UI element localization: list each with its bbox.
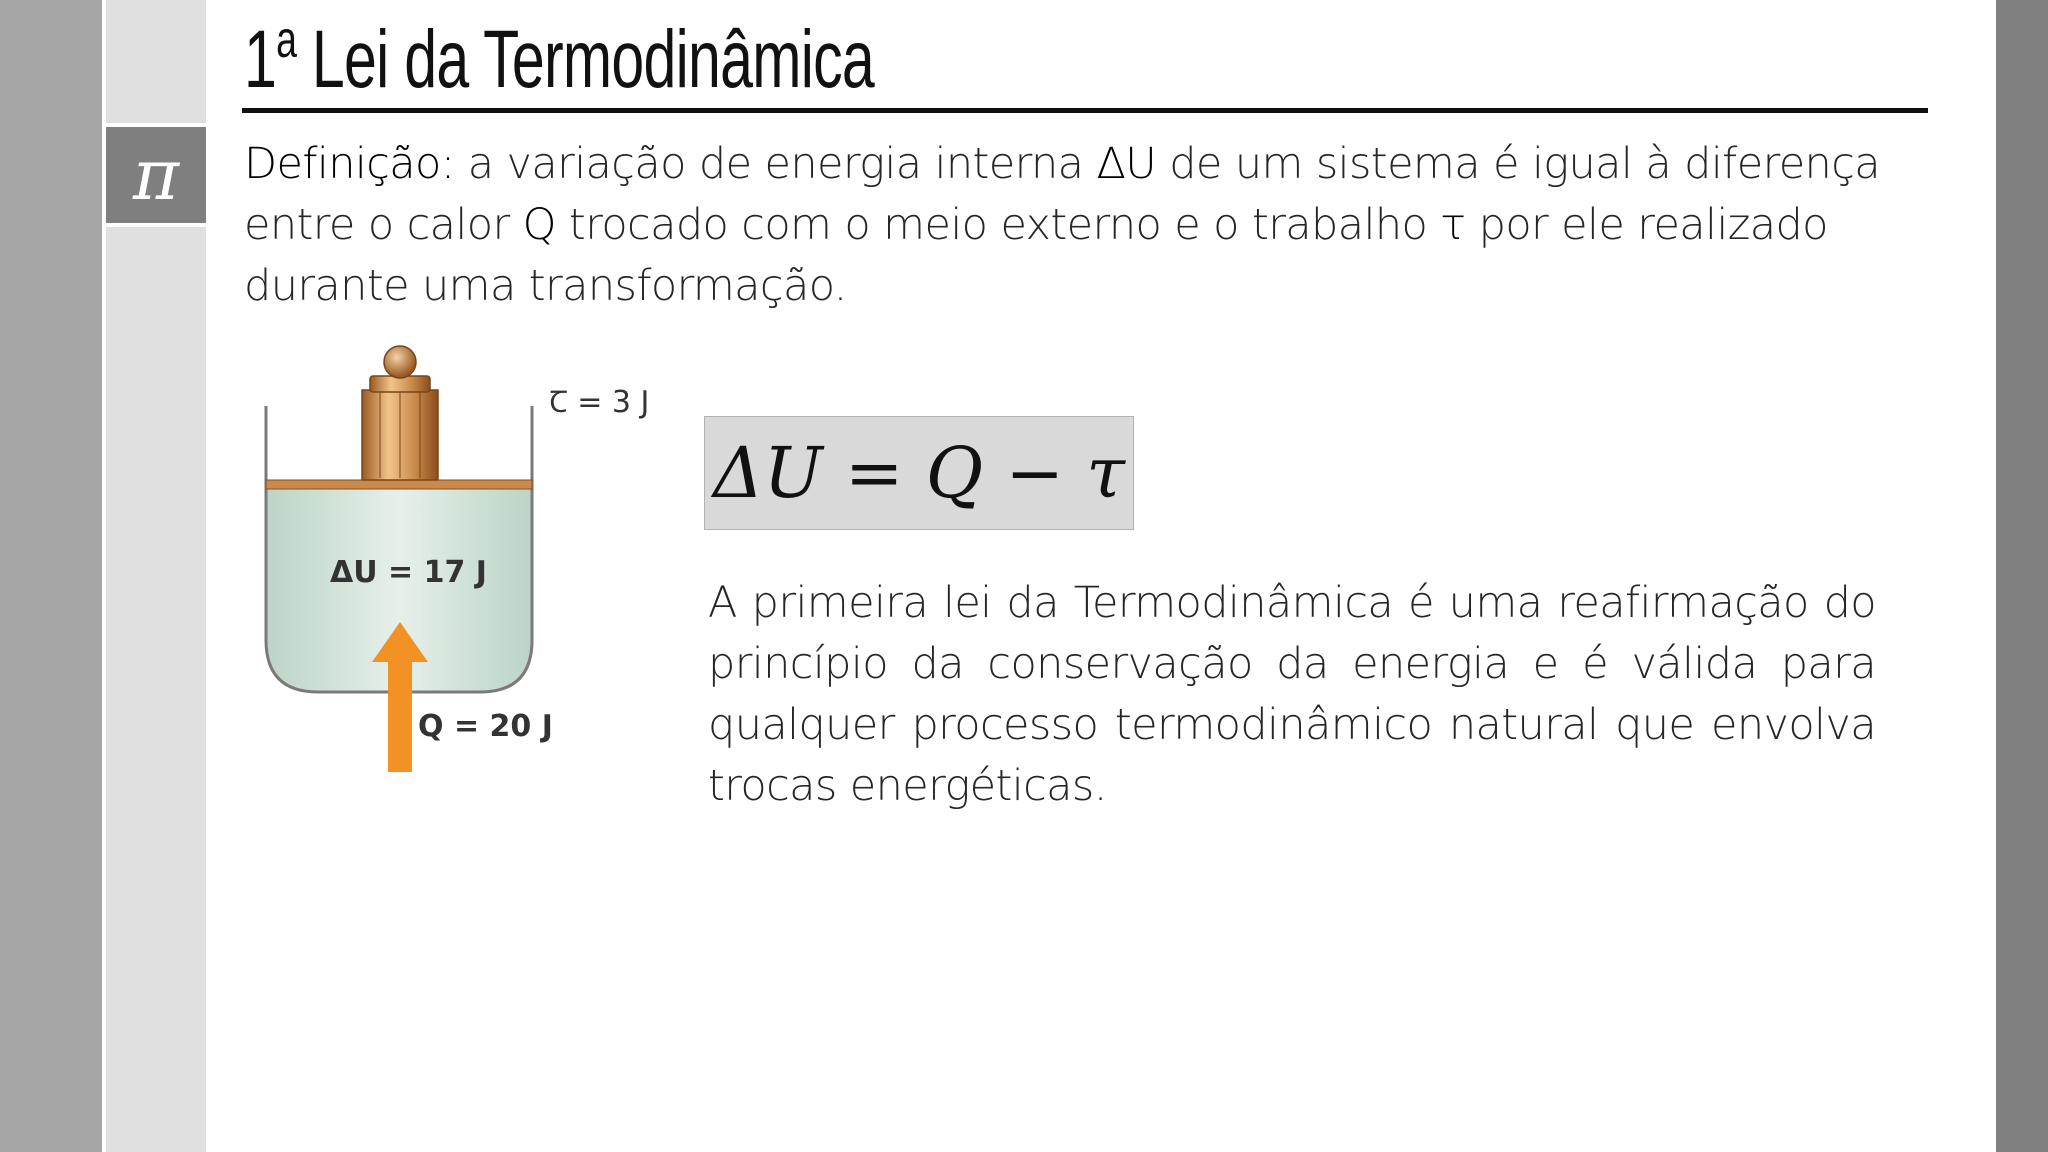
symbol-tau: τ — [1440, 200, 1466, 250]
pi-box-bottom-border — [106, 223, 206, 227]
definition-text — [244, 134, 1924, 317]
pi-glyph: π — [132, 134, 179, 216]
formula-box — [704, 416, 1134, 530]
right-side-band — [1996, 0, 2048, 1152]
work-label: Ꞇ = 3 J — [549, 385, 650, 420]
symbol-q: Q — [522, 200, 556, 250]
title-underline — [242, 108, 1928, 113]
title-number: 1 — [244, 14, 277, 105]
definition-part-2: de um sistema é igual à diferença entre o calor — [244, 139, 1881, 250]
first-law-formula: ΔU = Q − τ — [713, 432, 1125, 514]
piston-cylinder-figure — [252, 340, 662, 790]
weight-knob — [384, 346, 416, 378]
slide-title — [244, 10, 1324, 107]
definition-part-3: trocado com o meio externo e o trabalho — [555, 200, 1441, 250]
explanation-paragraph: A primeira lei da Termodinâmica é uma reafirmação do princípio da conservação da energia e é válida para qualquer processo termodinâmico natural que envolva trocas energéticas. — [708, 578, 1876, 811]
title-text: Lei da Termodinâmica — [296, 14, 875, 105]
symbol-delta-u: ΔU — [1096, 139, 1157, 189]
definition-part-1: a variação de energia interna — [454, 139, 1097, 189]
energy-label: ΔU = 17 J — [330, 555, 487, 590]
definition-lead: Definição: — [244, 139, 455, 189]
definition-part-4: por ele realizado durante uma transformação. — [244, 200, 1828, 311]
heat-label: Q = 20 J — [418, 709, 553, 744]
piston-plate — [266, 480, 532, 489]
left-side-band — [0, 0, 102, 1152]
title-ordinal: a — [276, 11, 297, 69]
pi-icon — [106, 127, 206, 223]
